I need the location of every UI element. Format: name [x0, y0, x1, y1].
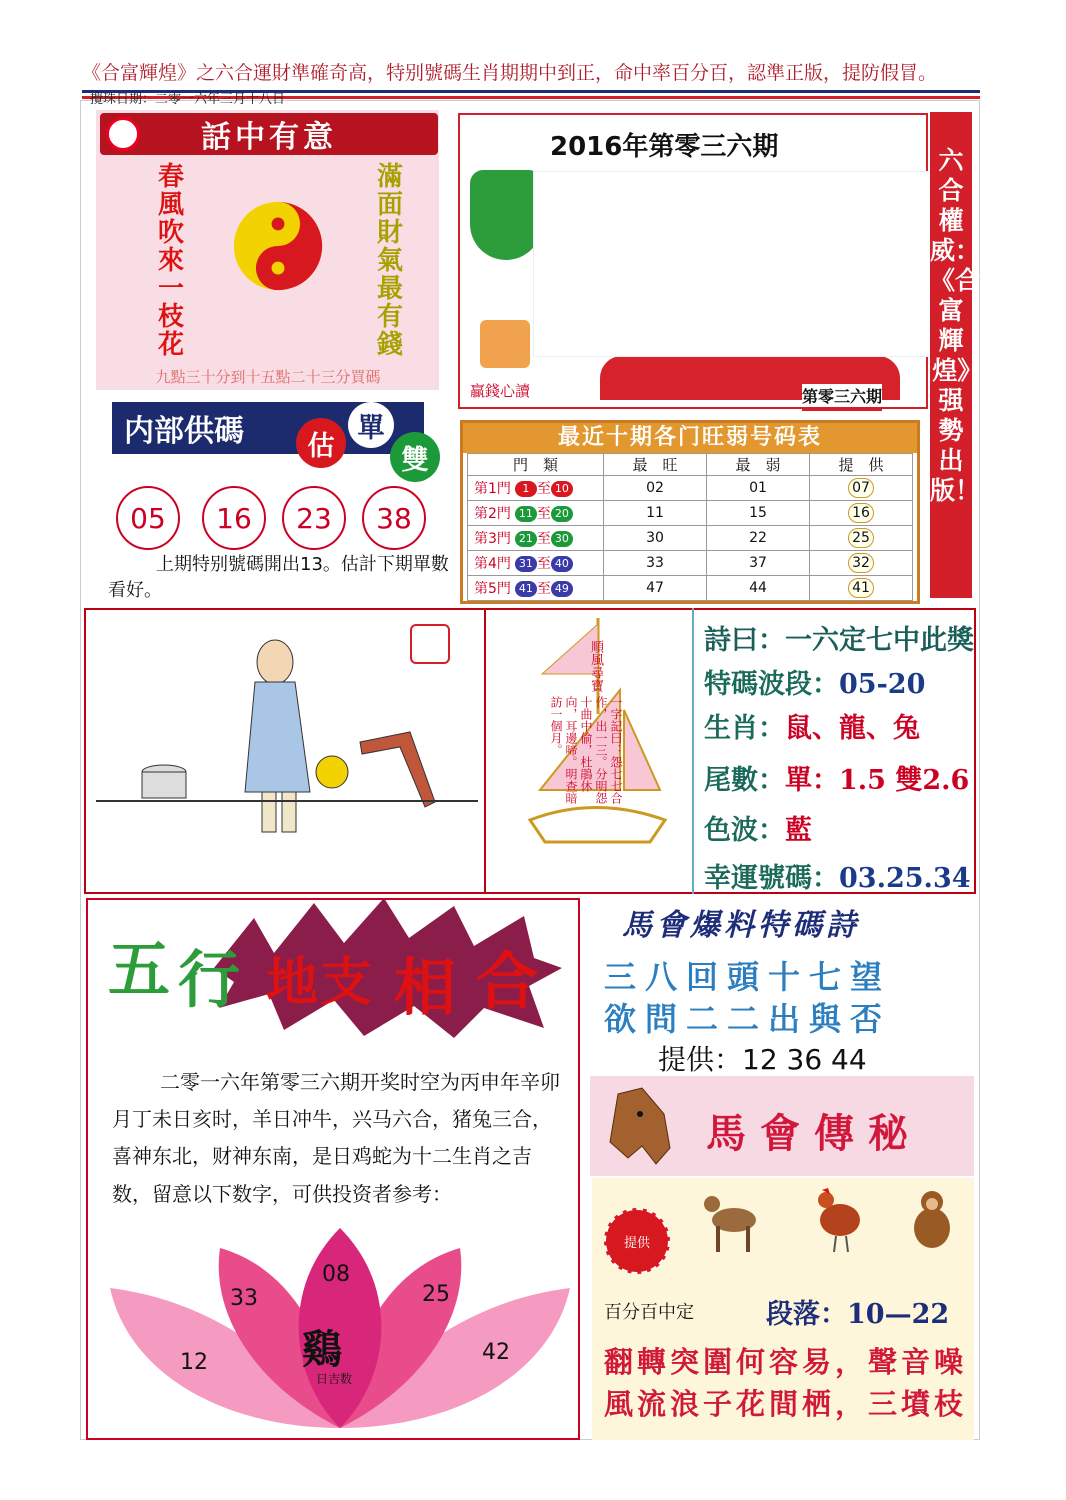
info-tail-label: 尾數： — [704, 765, 785, 796]
lotus-sub: 日吉数 — [316, 1372, 353, 1386]
info-color — [704, 808, 812, 847]
provide-cell — [810, 476, 913, 501]
estimate-badge: 估 — [296, 418, 346, 468]
yin-yang-icon — [232, 200, 324, 292]
table-row — [468, 551, 913, 576]
weak-cell: 01 — [707, 476, 810, 501]
provide-number: 16 — [848, 503, 874, 523]
middle-divider — [692, 608, 694, 894]
info-poem — [704, 618, 974, 657]
gate-cell — [468, 476, 604, 501]
couplet-left: 春風吹來一枝花 — [153, 162, 184, 358]
goat-icon — [700, 1186, 762, 1256]
lotus-center: 鷄 — [302, 1326, 342, 1373]
gate-table-title: 最近十期各门旺弱号码表 — [463, 423, 917, 453]
lotus-number: 12 — [180, 1350, 208, 1375]
provide-number: 25 — [848, 528, 874, 548]
provide-number: 41 — [848, 578, 874, 598]
issue-period: 2016年第零三六期 — [550, 132, 779, 162]
secret-poem-line: 風流浪子花間栖，三墳枝 — [604, 1387, 968, 1421]
wuxing-char: 地 — [266, 952, 319, 1013]
supply-number: 23 — [282, 486, 346, 550]
issue-tagline: 贏錢心讀 — [470, 382, 531, 400]
wuxing-text: 二零一六年第零三六期开奖时空为丙申年辛卯月丁未日亥时，羊日冲牛，兴马六合，猪兔三合，喜神东北，财神东南，是日鸡蛇为十二生肖之吉数，留意以下数字，可供投资者参考： — [112, 1070, 560, 1206]
range-to-word: 至 — [536, 481, 551, 497]
lotus-number: 42 — [482, 1340, 510, 1365]
gate-table — [467, 453, 913, 601]
wuxing-char: 五 — [108, 933, 171, 1006]
wuxing-char: 支 — [320, 952, 373, 1013]
range-from-ball: 11 — [515, 506, 537, 522]
range-to-word: 至 — [536, 531, 551, 547]
even-badge: 雙 — [390, 432, 440, 482]
wuxing-char: 行 — [178, 943, 241, 1016]
info-poem-value: 一六定七中此獎 — [785, 625, 974, 656]
gate-cell — [468, 501, 604, 526]
table-row — [468, 501, 913, 526]
info-lucky — [704, 856, 971, 895]
gate-cell — [468, 551, 604, 576]
weak-cell: 37 — [707, 551, 810, 576]
secret-poem-line: 翻轉突圍何容易，聲音噪 — [604, 1345, 968, 1379]
sure-hit: 百分百中定 — [604, 1302, 694, 1323]
table-header: 最 弱 — [707, 454, 810, 476]
info-color-value: 藍 — [785, 815, 812, 846]
strong-cell: 02 — [604, 476, 707, 501]
horse-club-title: 馬會爆料特碼詩 — [622, 908, 860, 943]
flag-text: 順風尋寶 — [588, 640, 603, 692]
table-header: 提 供 — [810, 454, 913, 476]
last-period-note: 上期特别號碼開出13。估計下期單數看好。 — [108, 554, 449, 602]
strong-cell: 30 — [604, 526, 707, 551]
logo-icon — [106, 117, 140, 151]
well-icon — [140, 764, 188, 804]
redacted-box — [534, 172, 934, 356]
monkey-icon — [902, 1186, 964, 1256]
horse-club-poem-line: 三八回頭十七望 — [604, 958, 892, 996]
info-zodiac — [704, 706, 920, 745]
middle-divider — [484, 608, 486, 894]
range-to-word: 至 — [536, 506, 551, 522]
buy-time: 九點三十分到十五點二十三分買碼 — [155, 368, 381, 386]
horse-club-provide: 提供：12 36 44 — [658, 1043, 867, 1076]
secret-title: 馬會傳秘 — [706, 1110, 922, 1157]
table-row — [468, 526, 913, 551]
table-row — [468, 576, 913, 601]
range-to-ball: 30 — [551, 531, 573, 547]
info-tema-value: 05-20 — [839, 669, 926, 700]
strong-cell: 33 — [604, 551, 707, 576]
range-to-word: 至 — [536, 581, 551, 597]
rainbow-icon — [410, 624, 450, 664]
gate-name: 第4門 — [474, 556, 511, 572]
odd-badge: 單 — [348, 402, 394, 448]
info-lucky-label: 幸運號碼： — [704, 863, 839, 894]
provide-cell — [810, 551, 913, 576]
money-hand-icon — [480, 320, 530, 368]
lotus-number: 33 — [230, 1286, 258, 1311]
info-color-label: 色波： — [704, 815, 785, 846]
rooster-icon — [808, 1186, 870, 1256]
lotus-number: 08 — [322, 1262, 350, 1287]
wuxing-char: 合 — [476, 945, 539, 1018]
info-zodiac-value: 鼠、龍、兔 — [785, 713, 920, 744]
gate-cell — [468, 526, 604, 551]
horse-club-poem-line: 欲問二二出與否 — [604, 1000, 892, 1038]
strong-cell: 47 — [604, 576, 707, 601]
couplet-right: 滿面財氣最有錢 — [372, 162, 403, 358]
provide-number: 32 — [848, 553, 874, 573]
info-tail-value: 單：1.5 雙2.6 — [785, 765, 970, 796]
info-poem-label: 詩曰： — [704, 625, 785, 656]
gate-name: 第1門 — [474, 481, 511, 497]
provide-cell — [810, 526, 913, 551]
info-zodiac-label: 生肖： — [704, 713, 785, 744]
range-to-ball: 40 — [551, 556, 573, 572]
sail-poem: 一字記曰：怨七七合作，出一三。分明怨十曲中偷，杜鵑休向，耳邊啼。明查暗訪一個月。 — [549, 696, 623, 804]
scholar-illustration — [200, 622, 440, 842]
gate-name: 第5門 — [474, 581, 511, 597]
info-lucky-value: 03.25.34 — [839, 863, 971, 894]
gate-name: 第3門 — [474, 531, 511, 547]
range-to-ball: 10 — [551, 481, 573, 497]
info-tema-label: 特碼波段： — [704, 669, 839, 700]
wuxing-char: 相 — [394, 951, 457, 1024]
ground-line — [96, 800, 478, 802]
seal-icon — [604, 1208, 670, 1274]
range-from-ball: 41 — [515, 581, 537, 597]
header-banner: 《合富輝煌》之六合運財準確奇高，特别號碼生肖期期中到正，命中率百分百，認準正版，提防假冒。 — [82, 62, 938, 84]
table-header: 最 旺 — [604, 454, 707, 476]
range-from-ball: 21 — [515, 531, 537, 547]
range-from-ball: 31 — [515, 556, 537, 572]
gate-name: 第2門 — [474, 506, 511, 522]
provide-cell — [810, 576, 913, 601]
provide-number: 07 — [848, 478, 874, 498]
issue-period-small: 第零三六期 — [802, 384, 882, 411]
supply-number: 38 — [362, 486, 426, 550]
table-header: 門 類 — [468, 454, 604, 476]
weak-cell: 44 — [707, 576, 810, 601]
range-to-word: 至 — [536, 556, 551, 572]
seal-text: 提供 — [623, 1235, 650, 1251]
phrase-panel-title: 話中有意 — [100, 113, 438, 155]
internal-supply-title: 内部供碼 — [112, 402, 424, 454]
logo-green-shape — [470, 170, 542, 260]
range-to-ball: 20 — [551, 506, 573, 522]
info-tema — [704, 662, 925, 701]
side-banner: 六合權威：《合富輝煌》强勢出版！ — [930, 112, 972, 598]
segment: 段落：10—22 — [766, 1299, 950, 1330]
lotus-number: 25 — [422, 1282, 450, 1307]
horse-icon — [598, 1084, 678, 1168]
table-row — [468, 476, 913, 501]
info-tail — [704, 758, 969, 797]
gate-cell — [468, 576, 604, 601]
strong-cell: 11 — [604, 501, 707, 526]
weak-cell: 22 — [707, 526, 810, 551]
range-from-ball: 1 — [515, 481, 537, 497]
provide-cell — [810, 501, 913, 526]
draw-date: 攪珠日期：二零一六年三月十八日 — [90, 92, 286, 107]
weak-cell: 15 — [707, 501, 810, 526]
supply-number: 16 — [202, 486, 266, 550]
supply-number: 05 — [116, 486, 180, 550]
range-to-ball: 49 — [551, 581, 573, 597]
